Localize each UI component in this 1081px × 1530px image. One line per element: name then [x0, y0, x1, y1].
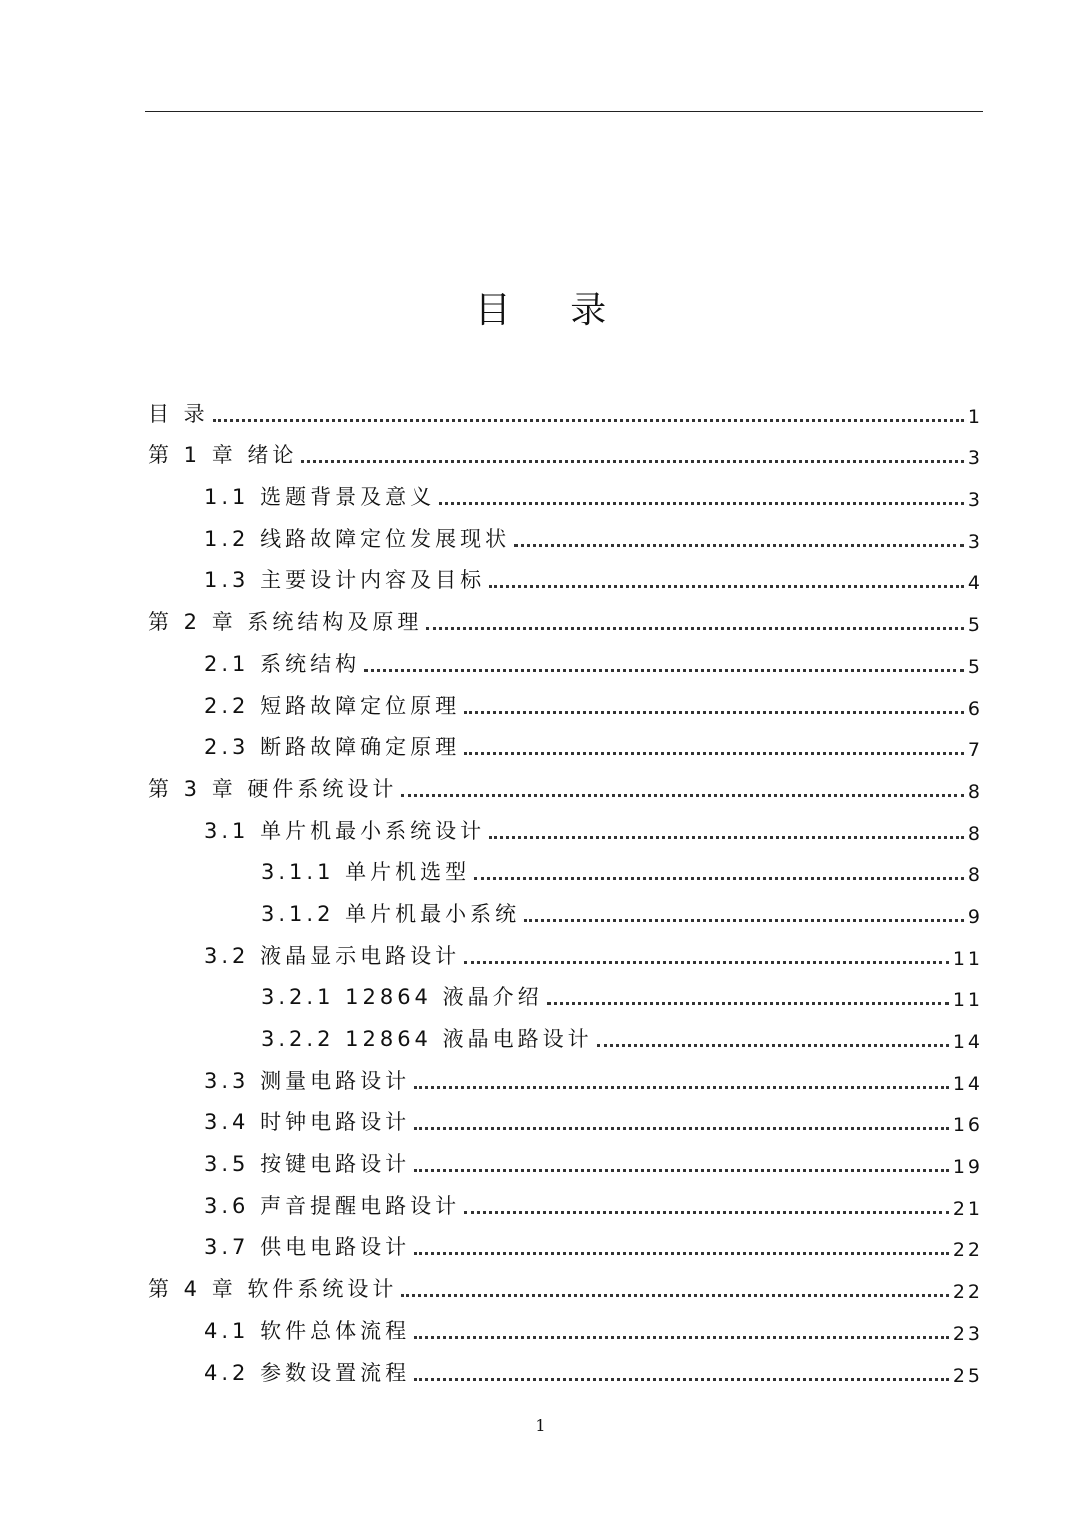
- toc-entry[interactable]: [148, 1101, 983, 1143]
- toc-entry-label: 第 3 章 硬件系统设计: [148, 776, 398, 801]
- toc-entry-label: 1.1 选题背景及意义: [204, 485, 436, 510]
- toc-entry-page: 9: [967, 905, 983, 928]
- toc-entry-page: 3: [967, 530, 983, 553]
- toc-entry-page: 7: [967, 739, 983, 762]
- toc-leader-dots: [597, 1044, 949, 1047]
- toc-entry-label: 3.1 单片机最小系统设计: [204, 818, 486, 843]
- toc-entry-page: 22: [952, 1239, 983, 1262]
- toc-entry-label: 1.2 线路故障定位发展现状: [204, 526, 511, 551]
- toc-entry[interactable]: [148, 767, 983, 809]
- toc-leader-dots: [474, 877, 964, 880]
- toc-leader-dots: [426, 627, 964, 630]
- toc-entry-page: 11: [952, 989, 983, 1012]
- toc-entry-label: 2.1 系统结构: [204, 651, 361, 676]
- toc-entry-label: 3.1.1 单片机选型: [261, 860, 471, 885]
- toc-entry-label: 2.3 断路故障确定原理: [204, 735, 461, 760]
- toc-leader-dots: [489, 836, 964, 839]
- toc-leader-dots: [524, 919, 964, 922]
- toc-leader-dots: [547, 1002, 949, 1005]
- toc-entry-page: 14: [952, 1072, 983, 1095]
- toc-entry-label: 1.3 主要设计内容及目标: [204, 568, 486, 593]
- toc-entry[interactable]: [148, 517, 983, 559]
- toc-entry-page: 8: [967, 822, 983, 845]
- toc-entry-label: 4.2 参数设置流程: [204, 1360, 411, 1385]
- toc-entry[interactable]: [148, 559, 983, 601]
- toc-entry[interactable]: [148, 600, 983, 642]
- toc-entry-page: 8: [967, 780, 983, 803]
- toc-leader-dots: [401, 794, 964, 797]
- toc-entry-label: 第 4 章 软件系统设计: [148, 1277, 398, 1302]
- toc-entry-page: 23: [952, 1322, 983, 1345]
- toc-entry-label: 第 1 章 绪论: [148, 443, 298, 468]
- toc-entry-page: 25: [952, 1364, 983, 1387]
- toc-entry-label: 3.2.2 12864 液晶电路设计: [261, 1027, 593, 1051]
- toc-entry-label: 4.1 软件总体流程: [204, 1318, 411, 1343]
- toc-entry-page: 14: [952, 1031, 983, 1053]
- toc-leader-dots: [414, 1336, 949, 1339]
- toc-leader-dots: [414, 1252, 949, 1255]
- toc-entry-page: 6: [967, 697, 983, 720]
- toc-entry-label: 3.6 声音提醒电路设计: [204, 1193, 461, 1218]
- toc-entry-page: 22: [952, 1281, 983, 1304]
- toc-leader-dots: [364, 669, 964, 672]
- toc-entry-page: 1: [967, 405, 983, 428]
- toc-entry[interactable]: [148, 1309, 983, 1351]
- table-of-contents: [148, 392, 983, 1393]
- toc-leader-dots: [464, 1211, 949, 1214]
- toc-leader-dots: [301, 460, 964, 463]
- toc-leader-dots: [414, 1127, 949, 1130]
- toc-entry[interactable]: [148, 1267, 983, 1309]
- toc-entry-label: 3.7 供电电路设计: [204, 1235, 411, 1260]
- toc-entry[interactable]: [148, 892, 983, 934]
- toc-entry-label: 2.2 短路故障定位原理: [204, 693, 461, 718]
- toc-entry-page: 19: [952, 1156, 983, 1179]
- toc-entry-page: 21: [952, 1197, 983, 1220]
- toc-entry-label: 3.5 按键电路设计: [204, 1152, 411, 1177]
- toc-leader-dots: [401, 1294, 948, 1297]
- toc-entry-label: 3.2 液晶显示电路设计: [204, 943, 461, 968]
- toc-entry[interactable]: [148, 976, 983, 1018]
- toc-leader-dots: [464, 961, 949, 964]
- toc-entry[interactable]: [148, 475, 983, 517]
- toc-leader-dots: [514, 544, 964, 547]
- toc-entry-label: 第 2 章 系统结构及原理: [148, 610, 423, 635]
- toc-entry[interactable]: [148, 1226, 983, 1268]
- toc-entry-label: 目 录: [148, 401, 209, 426]
- toc-entry[interactable]: [148, 934, 983, 976]
- toc-entry[interactable]: [148, 684, 983, 726]
- toc-entry[interactable]: [148, 1351, 983, 1393]
- toc-leader-dots: [439, 502, 964, 505]
- toc-entry-label: 3.4 时钟电路设计: [204, 1110, 411, 1135]
- toc-entry-page: 3: [967, 489, 983, 512]
- toc-entry[interactable]: [148, 1059, 983, 1101]
- toc-entry-page: 3: [967, 447, 983, 470]
- toc-leader-dots: [464, 711, 964, 714]
- toc-entry[interactable]: [148, 392, 983, 434]
- toc-entry[interactable]: [148, 1142, 983, 1184]
- toc-entry[interactable]: [148, 726, 983, 768]
- toc-entry-page: 8: [967, 864, 983, 887]
- toc-leader-dots: [414, 1378, 949, 1381]
- page-number: 1: [535, 1416, 546, 1435]
- toc-entry-page: 5: [967, 655, 983, 678]
- toc-entry[interactable]: [148, 851, 983, 893]
- toc-entry-page: 5: [967, 614, 983, 637]
- toc-leader-dots: [414, 1086, 949, 1089]
- toc-entry-label: 3.1.2 单片机最小系统: [261, 901, 521, 926]
- toc-entry[interactable]: [148, 1017, 983, 1059]
- toc-entry-label: 3.3 测量电路设计: [204, 1068, 411, 1093]
- toc-entry[interactable]: [148, 809, 983, 851]
- toc-leader-dots: [489, 585, 964, 588]
- toc-title: 目 录: [474, 290, 631, 331]
- toc-leader-dots: [213, 419, 964, 422]
- toc-leader-dots: [464, 752, 964, 755]
- toc-entry[interactable]: [148, 434, 983, 476]
- toc-entry[interactable]: [148, 1184, 983, 1226]
- toc-entry-page: 4: [967, 572, 983, 595]
- toc-entry[interactable]: [148, 642, 983, 684]
- header-rule: [145, 111, 983, 112]
- toc-entry-page: 11: [952, 947, 983, 970]
- toc-entry-label: 3.2.1 12864 液晶介绍: [261, 985, 543, 1010]
- toc-entry-page: 16: [952, 1114, 983, 1137]
- toc-leader-dots: [414, 1169, 949, 1172]
